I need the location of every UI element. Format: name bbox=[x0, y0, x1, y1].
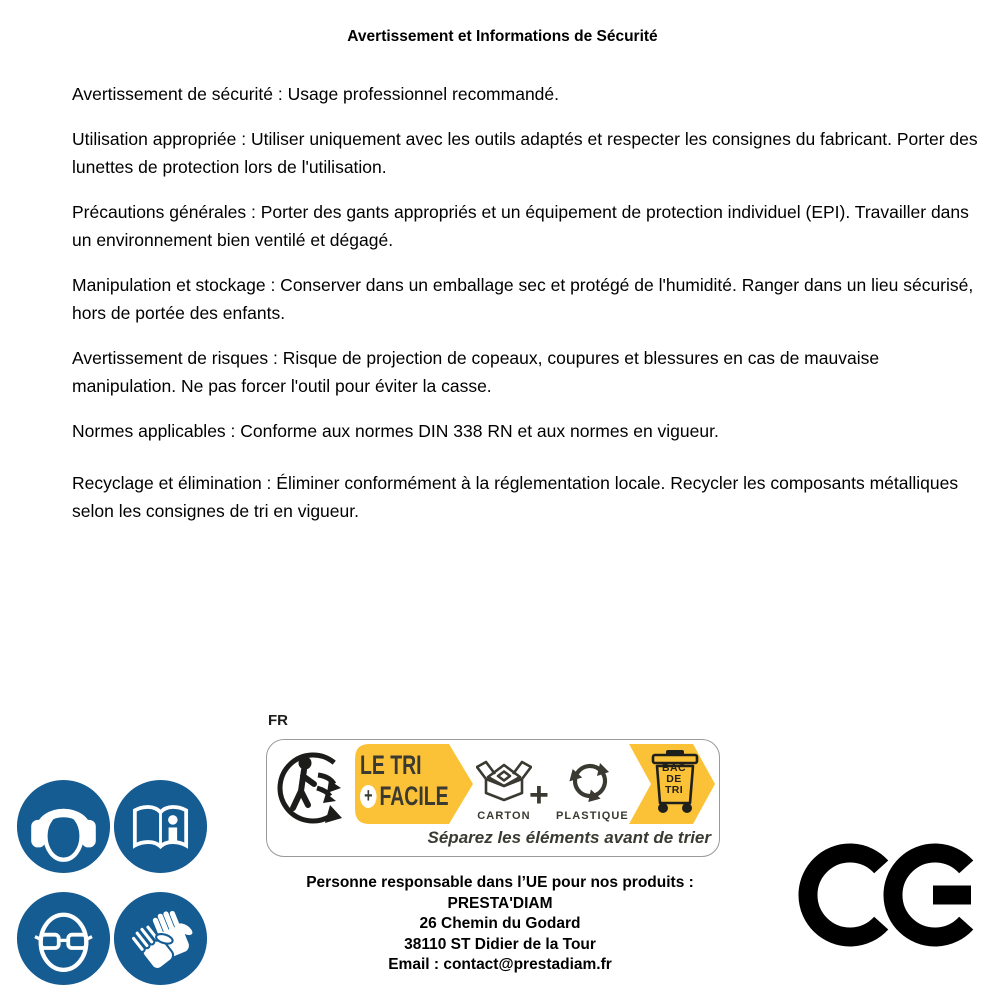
tri-facile-line1: LE TRI bbox=[360, 750, 422, 780]
responsible-person-block bbox=[250, 873, 750, 976]
plastique-recycling-icon bbox=[564, 753, 616, 805]
carton-label: CARTON bbox=[477, 810, 531, 822]
address-line: 26 Chemin du Godard bbox=[419, 915, 581, 932]
plus-circle-icon: + bbox=[360, 785, 377, 808]
email-line: Email : contact@prestadiam.fr bbox=[388, 956, 612, 973]
safety-paragraph: Utilisation appropriée : Utiliser uniquement avec les outils adaptés et respecter les consignes du fabricant. Porter des lunettes de protection lors de l'utilisation. bbox=[72, 129, 978, 177]
plus-joiner: + bbox=[529, 776, 549, 814]
address-line: 38110 ST Didier de la Tour bbox=[404, 935, 596, 953]
plastique-label: PLASTIQUE bbox=[556, 810, 629, 822]
responsible-line: Personne responsable dans l’UE pour nos produits : bbox=[306, 874, 694, 891]
ce-mark-icon bbox=[796, 841, 982, 953]
sorting-tagline: Séparez les éléments avant de trier bbox=[427, 828, 711, 847]
safety-pictograms bbox=[16, 779, 210, 986]
triman-icon bbox=[275, 744, 353, 828]
tri-facile-line2: FACILE bbox=[379, 781, 449, 811]
bin-text: BAC DE TRI bbox=[662, 762, 686, 796]
wear-protective-gloves-icon bbox=[113, 891, 208, 986]
wear-ear-protection-icon bbox=[16, 779, 111, 874]
read-instruction-manual-icon bbox=[113, 779, 208, 874]
safety-paragraph: Normes applicables : Conforme aux normes DIN 338 RN et aux normes en vigueur. bbox=[72, 421, 719, 441]
safety-paragraphs bbox=[72, 80, 988, 542]
safety-paragraph: Avertissement de sécurité : Usage professionnel recommandé. bbox=[72, 84, 560, 104]
carton-box-icon bbox=[476, 753, 532, 805]
safety-paragraph: Précautions générales : Porter des gants appropriés et un équipement de protection individuel (EPI). Travailler dans un environnement bien ventilé et dégagé. bbox=[72, 202, 969, 250]
safety-paragraph: Recyclage et élimination : Éliminer conformément à la réglementation locale. Recycler les composants métalliques selon les consignes de tri en vigueur. bbox=[72, 473, 959, 521]
country-code-label: FR bbox=[268, 712, 288, 729]
company-name: PRESTA'DIAM bbox=[447, 894, 553, 912]
wear-eye-protection-icon bbox=[16, 891, 111, 986]
safety-paragraph: Avertissement de risques : Risque de projection de copeaux, coupures et blessures en cas de mauvaise manipulation. Ne pas forcer l'outil pour éviter la casse. bbox=[72, 348, 880, 396]
sorting-info-label bbox=[266, 739, 720, 857]
safety-paragraph: Manipulation et stockage : Conserver dans un emballage sec et protégé de l'humidité. Ranger dans un lieu sécurisé, hors de portée des enfants. bbox=[72, 275, 974, 323]
tri-facile-headline bbox=[360, 752, 449, 810]
page-title: Avertissement et Informations de Sécurité bbox=[347, 28, 658, 45]
